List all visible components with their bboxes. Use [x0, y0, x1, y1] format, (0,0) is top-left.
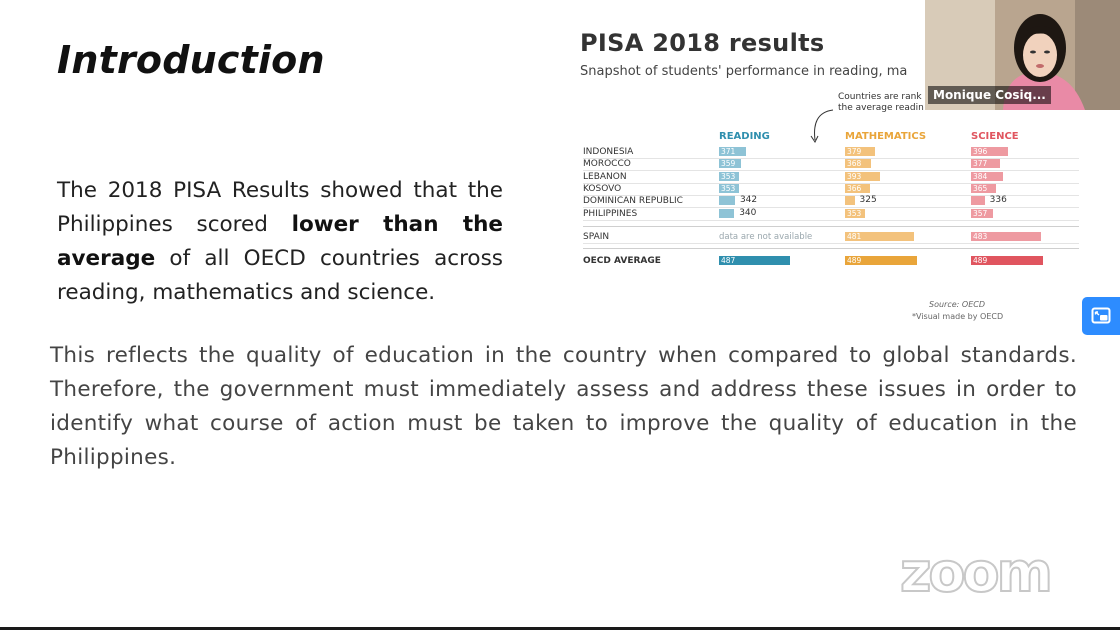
reading-bar	[719, 256, 790, 265]
table-row-oecd-average	[583, 255, 1079, 267]
table-row	[583, 195, 1079, 208]
participant-name: Monique Cosiq...	[928, 86, 1051, 104]
zoom-watermark-logo	[898, 543, 1080, 599]
math-bar	[845, 232, 914, 241]
science-bar	[971, 195, 1007, 206]
country-label: OECD AVERAGE	[583, 256, 661, 266]
math-bar	[845, 195, 877, 206]
math-value: 379	[847, 147, 862, 156]
reading-value: 371	[721, 147, 736, 156]
reading-unavailable: data are not available	[719, 232, 813, 242]
zoom-watermark-text: zoom	[900, 543, 1050, 599]
pisa-note-line-1: Countries are rank	[838, 92, 922, 102]
table-divider	[583, 226, 1079, 227]
table-row	[583, 183, 1079, 196]
math-value: 368	[847, 159, 862, 169]
science-value: 396	[973, 147, 988, 156]
intro-emphasis: lower than the average	[57, 212, 503, 271]
reading-value: 342	[739, 195, 758, 206]
country-label: PHILIPPINES	[583, 208, 638, 219]
reading-value: 359	[721, 159, 736, 169]
country-label: LEBANON	[583, 171, 627, 182]
intro-text-end: of all OECD countries across reading, mathematics and science.	[57, 246, 503, 305]
pisa-title: PISA 2018 results	[580, 29, 825, 57]
math-bar	[845, 147, 875, 156]
column-header-reading: READING	[719, 131, 770, 142]
curved-arrow-icon	[807, 108, 837, 148]
reading-bar	[719, 159, 741, 168]
reading-value: 353	[721, 183, 736, 193]
math-value: 393	[847, 171, 862, 181]
table-row	[583, 171, 1079, 184]
science-bar	[971, 232, 1041, 241]
table-divider	[583, 248, 1079, 249]
intro-paragraph	[57, 174, 503, 310]
country-label: MOROCCO	[583, 159, 631, 170]
math-bar	[845, 159, 871, 168]
country-label: INDONESIA	[583, 147, 634, 157]
reading-value: 487	[721, 256, 736, 265]
table-row	[583, 158, 1079, 171]
view-options-button[interactable]	[1082, 297, 1120, 335]
reading-value: 340	[739, 207, 757, 218]
country-label: SPAIN	[583, 232, 610, 242]
country-label: KOSOVO	[583, 183, 622, 194]
math-value: 353	[847, 208, 862, 218]
science-value: 384	[973, 171, 988, 181]
math-bar	[845, 209, 865, 218]
science-bar	[971, 172, 1003, 181]
reading-value: 353	[721, 171, 736, 181]
math-value: 366	[847, 183, 862, 193]
screen-share-icon	[1091, 306, 1111, 326]
table-row	[583, 146, 1079, 159]
participant-video-tile[interactable]	[925, 0, 1120, 110]
column-header-science: SCIENCE	[971, 131, 1019, 142]
science-bar	[971, 159, 1000, 168]
table-row	[583, 208, 1079, 221]
reading-bar	[719, 207, 757, 218]
reading-bar	[719, 172, 739, 181]
slide-title: Introduction	[57, 38, 325, 82]
science-bar	[971, 147, 1008, 156]
pisa-credit: *Visual made by OECD	[912, 312, 1004, 321]
column-header-mathematics: MATHEMATICS	[845, 131, 927, 142]
table-row-spain	[583, 231, 1079, 244]
science-value: 365	[973, 183, 988, 193]
pisa-note-line-2: the average readin	[838, 103, 924, 113]
pisa-subtitle: Snapshot of students' performance in reading, ma	[580, 64, 908, 79]
science-value: 357	[973, 208, 988, 218]
pisa-note	[838, 92, 924, 114]
body-paragraph: This reflects the quality of education in the country when compared to global standards. Therefore, the government must immediately assess and address these issues in order to identify what course of action must be taken to improve the quality of education in the Philippines.	[50, 343, 1077, 470]
math-value: 489	[847, 256, 862, 265]
science-value: 483	[973, 232, 988, 241]
intro-text-start: The 2018 PISA Results showed that the Philippines scored	[57, 178, 503, 237]
science-value: 377	[973, 159, 988, 169]
reading-bar	[719, 184, 739, 193]
math-bar	[845, 184, 870, 193]
science-bar	[971, 256, 1043, 265]
math-bar	[845, 256, 917, 265]
pisa-source: Source: OECD	[929, 300, 985, 309]
science-bar	[971, 184, 996, 193]
science-bar	[971, 209, 993, 218]
science-value: 489	[973, 256, 988, 265]
math-value: 325	[859, 195, 877, 206]
reading-bar	[719, 147, 746, 156]
science-value: 336	[989, 195, 1007, 206]
reading-bar	[719, 195, 758, 206]
math-value: 481	[847, 232, 862, 241]
country-label: DOMINICAN REPUBLIC	[583, 196, 683, 207]
math-bar	[845, 172, 880, 181]
